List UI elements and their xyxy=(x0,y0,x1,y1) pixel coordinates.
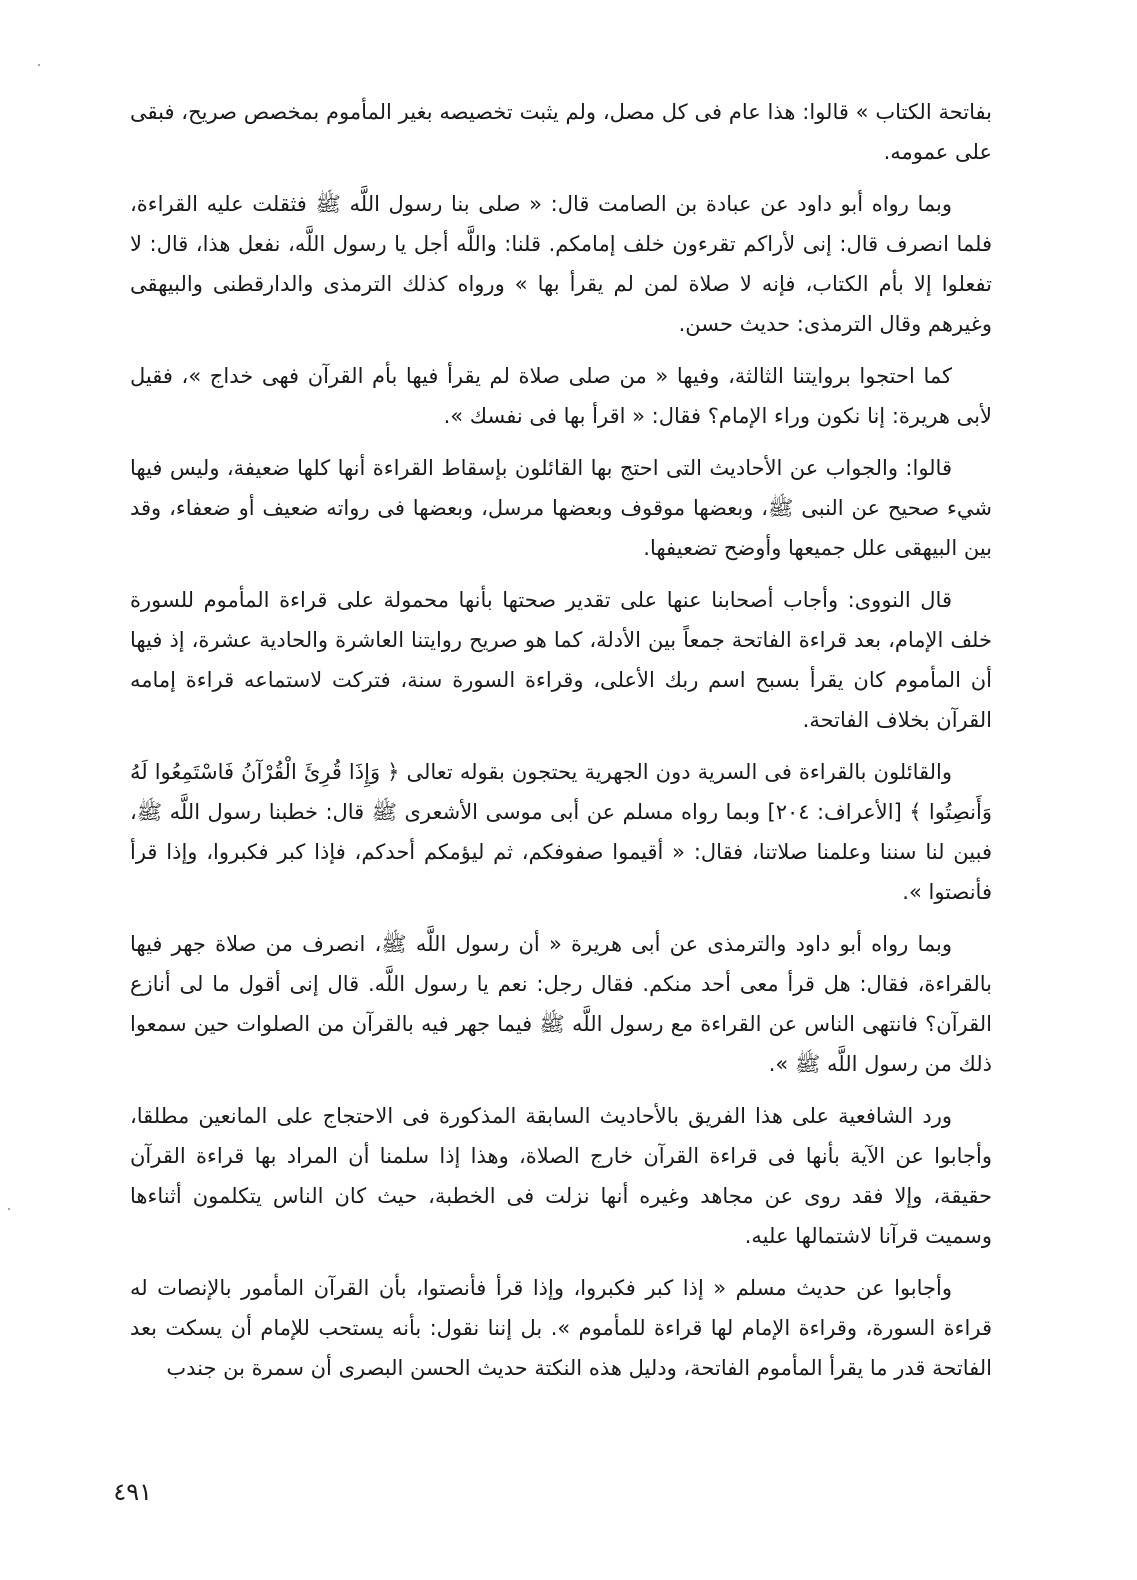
paragraph: ورد الشافعية على هذا الفريق بالأحاديث السابقة المذكورة فى الاحتجاج على المانعين مطلقا، وأجابوا عن الآية بأنها فى قراءة القرآن خارج الصلاة، وهذا إذا سلمنا أن المراد بها قراءة القرآن حقيقة، وإلا فقد روى عن مجاهد وغيره أنها نزلت فى الخطبة، حيث كان الناس يتكلمون أثناءها وسميت قرآنا لاشتمالها عليه. xyxy=(130,1104,992,1248)
paragraph: والقائلون بالقراءة فى السرية دون الجهرية يحتجون بقوله تعالى ﴿ وَإِذَا قُرِئَ الْقُرْآنُ فَاسْتَمِعُوا لَهُ وَأَنصِتُوا ﴾ [الأعراف: ٢٠٤] وبما رواه مسلم عن أبى موسى الأشعرى ﷺ قال: خطبنا رسول اللَّه ﷺ، فبين لنا سننا وعلمنا صلاتنا، فقال: « أقيموا صفوفكم، ثم ليؤمكم أحدكم، فإذا كبر فكبروا، وإذا قرأ فأنصتوا ». xyxy=(130,760,992,904)
paragraph: كما احتجوا بروايتنا الثالثة، وفيها « من صلى صلاة لم يقرأ فيها بأم القرآن فهى خداج »، فقيل لأبى هريرة: إنا نكون وراء الإمام؟ فقال: « اقرأ بها فى نفسك ». xyxy=(130,364,992,428)
paragraph: وبما رواه أبو داود والترمذى عن أبى هريرة « أن رسول اللَّه ﷺ، انصرف من صلاة جهر فيها بالقراءة، فقال: هل قرأ معى أحد منكم. فقال رجل: نعم يا رسول اللَّه. قال إنى أقول ما لى أنازع القرآن؟ فانتهى الناس عن القراءة مع رسول اللَّه ﷺ فيما جهر فيه بالقرآن من الصلوات حين سمعوا ذلك من رسول اللَّه ﷺ ». xyxy=(130,932,992,1076)
scan-speck xyxy=(38,64,40,66)
scan-speck xyxy=(8,1208,10,1210)
paragraph: قالوا: والجواب عن الأحاديث التى احتج بها القائلون بإسقاط القراءة أنها كلها ضعيفة، وليس فيها شيء صحيح عن النبى ﷺ، وبعضها موقوف وبعضها مرسل، وبعضها فى رواته ضعيف أو ضعفاء، وقد بين البيهقى علل جميعها وأوضح تضعيفها. xyxy=(130,456,992,560)
body-text xyxy=(130,92,992,1400)
page-number: ٤٩١ xyxy=(113,1478,152,1506)
paragraph: وأجابوا عن حديث مسلم « إذا كبر فكبروا، وإذا قرأ فأنصتوا، بأن القرآن المأمور بالإنصات له قراءة السورة، وقراءة الإمام لها قراءة للمأموم ». بل إننا نقول: بأنه يستحب للإمام أن يسكت بعد الفاتحة قدر ما يقرأ المأموم الفاتحة، ودليل هذه النكتة حديث الحسن البصرى أن سمرة بن جندب xyxy=(130,1276,992,1380)
paragraph: وبما رواه أبو داود عن عبادة بن الصامت قال: « صلى بنا رسول اللَّه ﷺ فثقلت عليه القراءة، فلما انصرف قال: إنى لأراكم تقرءون خلف إمامكم. قلنا: واللَّه أجل يا رسول اللَّه، نفعل هذا، قال: لا تفعلوا إلا بأم الكتاب، فإنه لا صلاة لمن لم يقرأ بها » ورواه كذلك الترمذى والدارقطنى والبيهقى وغيرهم وقال الترمذى: حديث حسن. xyxy=(130,192,992,336)
paragraph: قال النووى: وأجاب أصحابنا عنها على تقدير صحتها بأنها محمولة على قراءة المأموم للسورة خلف الإمام، بعد قراءة الفاتحة جمعاً بين الأدلة، كما هو صريح روايتنا العاشرة والحادية عشرة، إذ فيها أن المأموم كان يقرأ بسبح اسم ربك الأعلى، وقراءة السورة سنة، فتركت لاستماعه قراءة إمامه القرآن بخلاف الفاتحة. xyxy=(130,588,992,732)
paragraph: بفاتحة الكتاب » قالوا: هذا عام فى كل مصل، ولم يثبت تخصيصه بغير المأموم بمخصص صريح، فبقى على عمومه. xyxy=(130,100,992,164)
